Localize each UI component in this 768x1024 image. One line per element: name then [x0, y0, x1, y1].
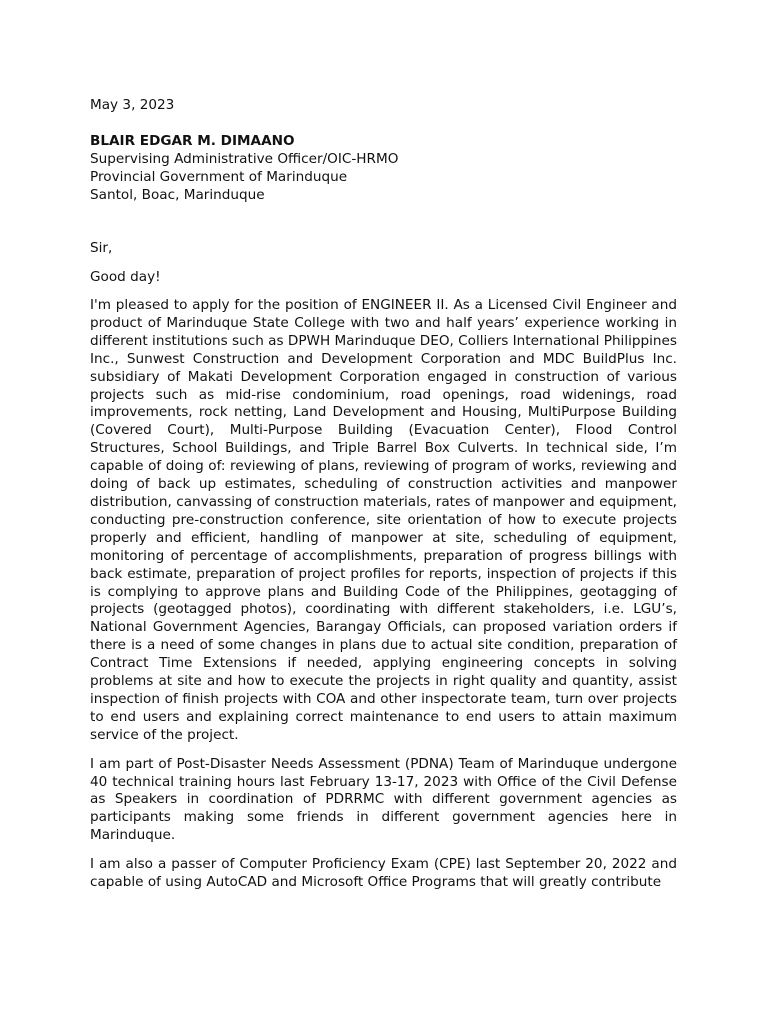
- recipient-name: BLAIR EDGAR M. DIMAANO: [90, 133, 295, 149]
- greeting: Good day!: [90, 269, 161, 285]
- salutation: Sir,: [90, 240, 113, 256]
- body-paragraph-experience: I'm pleased to apply for the position of ENGINEER II. As a Licensed Civil Engineer and product of Marinduque State College with two and half years’ experience working in different institutions such as DPWH Marinduque DEO, Colliers International Philippines Inc., Sunwest Construction and Development Corporation and MDC BuildPlus Inc. subsidiary of Makati Development Corporation engaged in construction of various projects such as mid-rise condominium, road openings, road widenings, road improvements, rock netting, Land Development and Housing, MultiPurpose Building (Covered Court), Multi-Purpose Building (Evacuation Center), Flood Control Structures, School Buildings, and Triple Barrel Box Culverts. In technical side, I’m capable of doing of: reviewing of plans, reviewing of program of works, reviewing and doing of back up estimates, scheduling of construction activities and manpower distribution, canvassing of construction materials, rates of manpower and equipment, conducting pre-construction conference, site orientation of how to execute projects properly and efficient, handling of manpower at site, scheduling of equipment, monitoring of percentage of accomplishments, preparation of progress billings with back estimate, preparation of project profiles for reports, inspection of projects if this is complying to approve plans and Building Code of the Philippines, geotagging of projects (geotagged photos), coordinating with different stakeholders, i.e. LGU’s, National Government Agencies, Barangay Officials, can proposed variation orders if there is a need of some changes in plans due to actual site condition, preparation of Contract Time Extensions if needed, applying engineering concepts in solving problems at site and how to execute the projects in right quality and quantity, assist inspection of finish projects with COA and other inspectorate team, turn over projects to end users and explaining correct maintenance to end users to attain maximum service of the project.: [90, 297, 677, 743]
- letter-page: [90, 96, 677, 892]
- recipient-address: Santol, Boac, Marinduque: [90, 187, 265, 203]
- letter-date: May 3, 2023: [90, 97, 175, 113]
- recipient-office: Provincial Government of Marinduque: [90, 169, 348, 185]
- recipient-block: [90, 132, 677, 204]
- body-paragraph-pdna: I am part of Post-Disaster Needs Assessment (PDNA) Team of Marinduque undergone 40 technical training hours last February 13-17, 2023 with Office of the Civil Defense as Speakers in coordination of PDRRMC with different government agencies as participants making some friends in different government agencies here in Marinduque.: [90, 755, 677, 844]
- body-paragraph-cpe: I am also a passer of Computer Proficiency Exam (CPE) last September 20, 2022 and capable of using AutoCAD and Microsoft Office Programs that will greatly contribute: [90, 856, 677, 891]
- recipient-position: Supervising Administrative Officer/OIC-HRMO: [90, 151, 399, 167]
